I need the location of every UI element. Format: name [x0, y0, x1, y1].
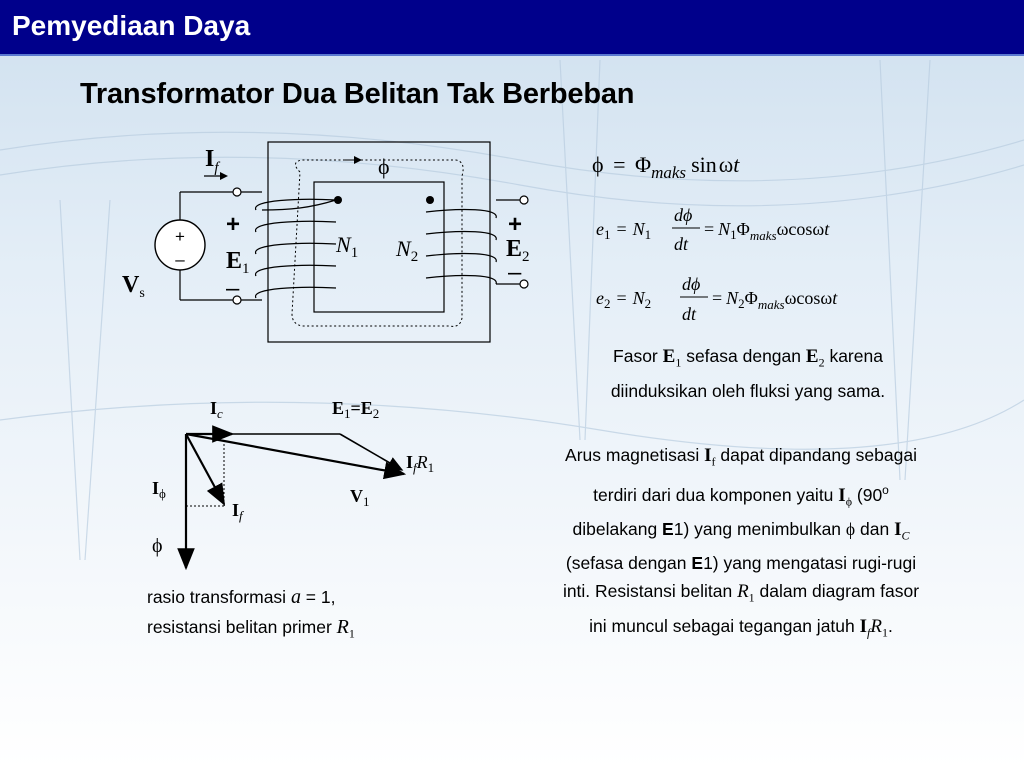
e2-label: $E_2$ [506, 236, 530, 265]
svg-text:e1=N1: $e_1 = N_1$ [596, 219, 652, 242]
svg-text:dt: dt [682, 304, 697, 324]
svg-text:dϕ: dϕ [674, 205, 693, 225]
current-label: $I_f$ [205, 146, 219, 176]
svg-text:e2=N2: $e_2 = N_2$ [596, 288, 652, 311]
n1-label: $N_1$ [336, 232, 359, 261]
e2-minus: – [508, 259, 522, 286]
v1-phasor [186, 434, 404, 474]
slide-title: Pemyediaan Daya [12, 10, 251, 41]
svg-text:dt: dt [674, 234, 689, 254]
phi-label: ϕ [152, 535, 163, 557]
svg-text:=N1Φmaksωcosωt: = $N_1\Phi_{maks}\omega\cos\omega t$ [704, 219, 830, 243]
ifr1-label: $I_fR_1$ [406, 452, 435, 475]
e1-label: $E_1$ [226, 248, 250, 277]
magnetizing-note: Arus magnetisasi $I_f$ dapat dipandang sebagai terdiri dari dua komponen yaitu $I_\phi$ (90$^o$ dibelakang E1) yang menimbulkan ϕ dan $I_C$ (sefasa dengan E1) yang mengatasi rugi-rugi inti. Resistansi belitan $R_1$ dalam diagram fasor ini muncul sebagai tegangan jatuh $I_fR_1$. [562, 445, 920, 640]
vs-label: $V_s$ [122, 272, 145, 301]
svg-text:dϕ: dϕ [682, 274, 701, 294]
if-phasor [186, 434, 224, 504]
if-label: $I_f$ [232, 500, 243, 523]
source-plus: + [175, 227, 185, 246]
flux-symbol: ϕ [378, 154, 390, 179]
v1-label: $V_1$ [350, 486, 370, 509]
ratio-note: rasio transformasi a = 1, resistansi belitan primer $R_1$ [147, 586, 355, 641]
svg-text:=N2Φmaksωcosωt: = $N_2\Phi_{maks}\omega\cos\omega t$ [712, 288, 838, 312]
eq-flux: ϕ = $\Phi_{maks}$ sinωt [592, 152, 740, 182]
fasor-note: Fasor $E_1$ sefasa dengan $E_2$ karena diinduksikan oleh fluksi yang sama. [610, 346, 886, 401]
e1e2-label: $E_1=E_2$ [332, 398, 380, 421]
n2-label: $N_2$ [396, 236, 419, 265]
source-minus: – [175, 250, 185, 269]
e1-plus: + [226, 211, 241, 238]
slide-subtitle: Transformator Dua Belitan Tak Berbeban [80, 78, 635, 110]
ic-label: $I_c$ [210, 398, 223, 421]
e2-plus: + [508, 211, 523, 238]
iphi-label: $I_\phi$ [152, 478, 166, 501]
e1-minus: – [226, 275, 240, 302]
